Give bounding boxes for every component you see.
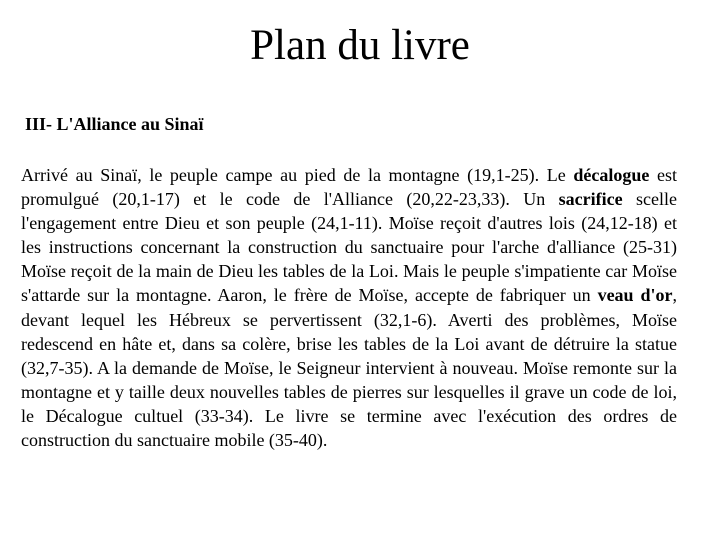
- page-title: Plan du livre: [250, 22, 470, 69]
- body-paragraph: [21, 163, 677, 452]
- section-heading: III- L'Alliance au Sinaï: [25, 114, 204, 134]
- paragraph-text: , devant lequel les Hébreux se pervertissent (32,1-6). Averti des problèmes, Moïse redescend en hâte et, dans sa colère, brise les tables de la Loi avant de détruire la statue (32,7-35). A la demande de Moïse, le Seigneur intervient à nouveau. Moïse remonte sur la montagne et y taille deux nouvelles tables de pierres sur lesquelles il grave un code de loi, le Décalogue cultuel (33-34). Le livre se termine avec l'exécution des ordres de construction du sanctuaire mobile (35-40).: [21, 285, 677, 451]
- bold-term-sacrifice: sacrifice: [558, 189, 623, 210]
- paragraph-text: est promulgué (20,1-17) et le code de l'Alliance (20,22-23,33). Un: [21, 165, 677, 210]
- paragraph-text: scelle l'engagement entre Dieu et son peuple (24,1-11). Moïse reçoit d'autres lois (24,12-18) et les instructions concernant la construction du sanctuaire pour l'arche d'alliance (25-31) Moïse reçoit de la main de Dieu les tables de la Loi. Mais le peuple s'impatiente car Moïse s'attarde sur la montagne. Aaron, le frère de Moïse, accepte de fabriquer un: [21, 189, 677, 306]
- bold-term-decalogue: décalogue: [573, 165, 650, 185]
- paragraph-text: Arrivé au Sinaï, le peuple campe au pied de la montagne (19,1-25). Le: [21, 165, 574, 185]
- bold-term-veau-dor: veau d'or: [597, 285, 673, 306]
